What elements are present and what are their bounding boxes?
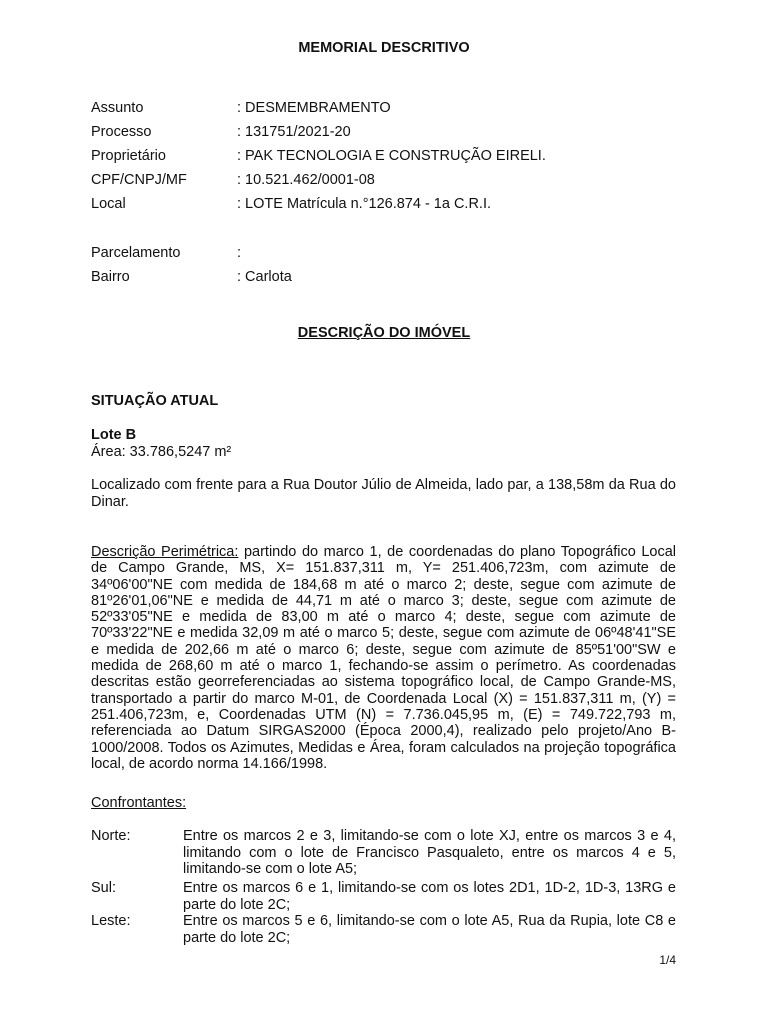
field-label: CPF/CNPJ/MF [91, 172, 187, 188]
confrontante-label: Leste: [91, 913, 131, 929]
field-label: Parcelamento [91, 245, 181, 261]
field-value: : 10.521.462/0001-08 [237, 172, 375, 188]
confrontante-sul [91, 880, 676, 913]
confrontante-text: Entre os marcos 2 e 3, limitando-se com o lote XJ, entre os marcos 3 e 4, limitando com o lote de Francisco Pasqualeto, entre os marcos 4 e 5, limitando-se com o lote A5; [183, 828, 676, 877]
field-proprietario [91, 148, 546, 164]
field-assunto [91, 100, 391, 116]
confrontante-leste [91, 913, 676, 946]
confrontante-text: Entre os marcos 6 e 1, limitando-se com os lotes 2D1, 1D-2, 1D-3, 13RG e parte do lote 2C; [183, 880, 676, 913]
field-processo [91, 124, 351, 140]
field-label: Assunto [91, 100, 144, 116]
confrontante-text: Entre os marcos 5 e 6, limitando-se com o lote A5, Rua da Rupia, lote C8 e parte do lote 2C; [183, 913, 676, 946]
field-bairro [91, 269, 292, 285]
confrontantes-heading: Confrontantes: [91, 795, 187, 811]
area-text: Área: 33.786,5247 m² [91, 444, 232, 460]
descricao-text: partindo do marco 1, de coordenadas do plano Topográfico Local de Campo Grande, MS, X= 151.837,311 m, Y= 251.406,723m, com azimute de 34º06'00"NE com medida de 184,68 m até o marco 2; deste, segue com azimute de 81º26'01,06"NE e medida de 44,71 m até o marco 3; deste, segue com azimute de 52º33'05"NE e medida de 83,00 m até o marco 4; deste, segue com azimute de 70º33'22"NE e medida 32,09 m até o marco 5; deste, segue com azimute de 06º48'41"SE e medida de 202,66 m até o marco 6; deste, segue com azimute de 85º51'00"SW e medida de 268,60 m até o marco 1, fechando-se assim o perímetro. As coordenadas descritas estão georreferenciadas ao sistema topográfico local, de Campo Grande-MS, transportado a partir do marco M-01, de Coordenada Local (X) = 151.837,311 m, (Y) = 251.406,723m, e, Coordenadas UTM (N) = 7.736.045,95 m, (E) = 749.722,793 m, referenciada ao Datum SIRGAS2000 (Época 2000,4), realizado pelo projeto/Ano B-1000/2008. Todos os Azimutes, Medidas e Área, foram calculados na projeção topográfica local, de acordo norma 14.166/1998. [91, 544, 676, 772]
lote-heading: Lote B [91, 427, 137, 443]
field-value: : PAK TECNOLOGIA E CONSTRUÇÃO EIRELI. [237, 148, 546, 164]
field-label: Bairro [91, 269, 130, 285]
field-local [91, 196, 491, 212]
field-parcelamento [91, 245, 241, 261]
document-title: MEMORIAL DESCRITIVO [298, 40, 470, 56]
page-number: 1/4 [659, 953, 676, 967]
field-label: Local [91, 196, 126, 212]
confrontante-norte [91, 828, 676, 878]
field-value: : LOTE Matrícula n.°126.874 - 1a C.R.I. [237, 196, 492, 212]
field-value: : DESMEMBRAMENTO [237, 100, 391, 116]
confrontante-label: Norte: [91, 828, 131, 844]
field-cpf-cnpj [91, 172, 375, 188]
situacao-heading: SITUAÇÃO ATUAL [91, 393, 219, 409]
descricao-paragraph [91, 544, 676, 772]
confrontante-label: Sul: [91, 880, 116, 896]
field-value: : [237, 245, 242, 261]
section-title: DESCRIÇÃO DO IMÓVEL [297, 325, 471, 341]
field-value: : Carlota [237, 269, 292, 285]
field-label: Processo [91, 124, 152, 140]
field-value: : 131751/2021-20 [237, 124, 351, 140]
field-label: Proprietário [91, 148, 166, 164]
descricao-label: Descrição Perimétrica: [91, 544, 239, 560]
localizado-paragraph: Localizado com frente para a Rua Doutor Júlio de Almeida, lado par, a 138,58m da Rua do Dinar. [91, 477, 676, 510]
